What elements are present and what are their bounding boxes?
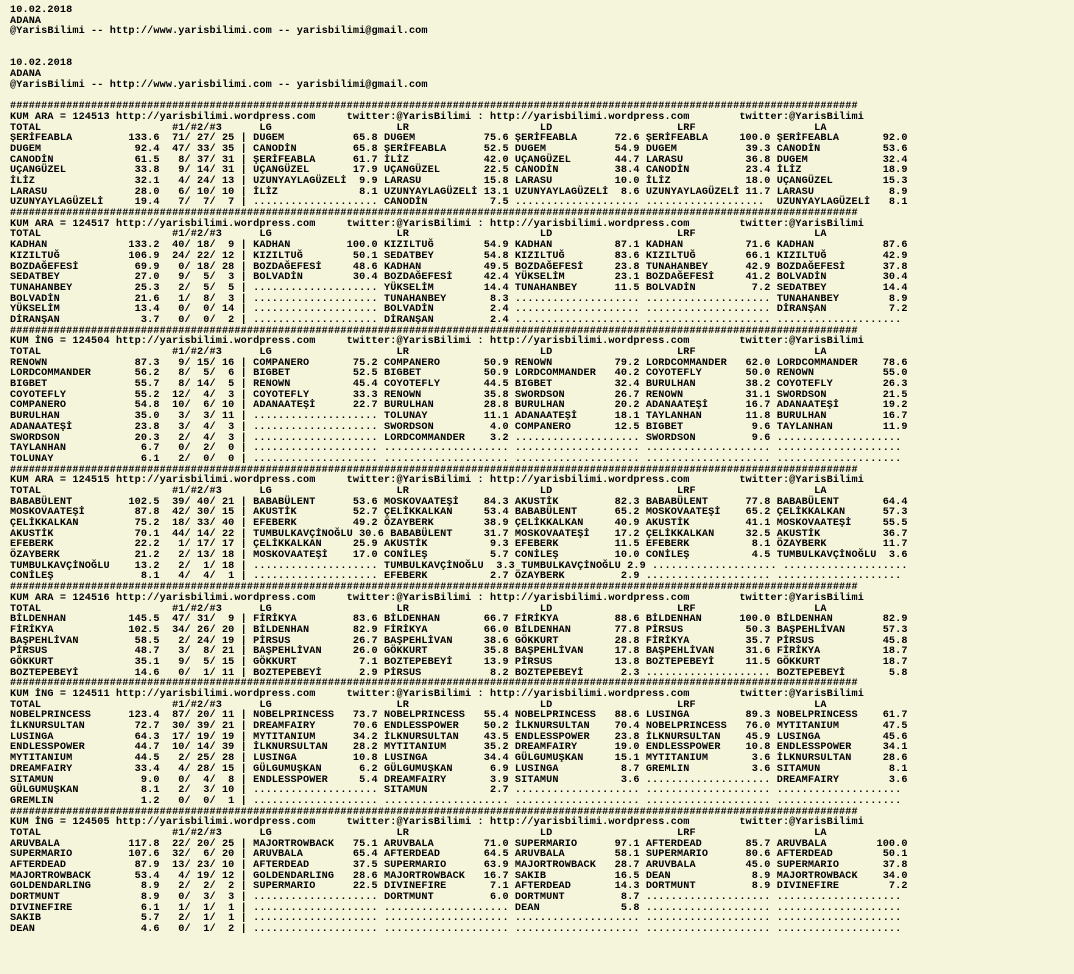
report-line: YÜKSELİM 13.4 0/ 0/ 14 | .................... BOLVADİN 2.4 .................... .................... DİRANŞAN 7.2 [10,304,908,316]
report-line: TUMBULKAVÇİNOĞLU 13.2 2/ 1/ 18 | .................... TUMBULKAVÇİNOĞLU 3.3 TUMBULKAVÇİNOĞLU 2.9 .................... .................... [10,560,908,572]
report-line: GÜLGUMUŞKAN 8.1 2/ 3/ 10 | .................... SITAMUN 2.7 .................... .................... .................... [10,785,902,797]
report-line: ######################################################################################################################################## [10,678,858,690]
report-line: ARUVBALA 117.8 22/ 20/ 25 | MAJORTROWBACK 75.1 ARUVBALA 71.0 SUPERMARIO 97.1 AFTERDEAD 85.7 ARUVBALA 100.0 [10,838,908,850]
report-line: SAKIB 5.7 2/ 1/ 1 | .................... .................... .................... .................... .................... [10,913,902,925]
report-line: ######################################################################################################################################## [10,806,858,818]
report-line: ######################################################################################################################################## [10,464,858,476]
report-line: FİRİKYA 102.5 34/ 26/ 20 | BİLDENHAN 82.9 FİRİKYA 66.0 BİLDENHAN 77.8 PİRSUS 50.3 BAŞPEHLİVAN 57.3 [10,624,908,636]
report-line: MAJORTROWBACK 53.4 4/ 19/ 12 | GOLDENDARLING 28.6 MAJORTROWBACK 16.7 SAKIB 16.5 DEAN 8.9 MAJORTROWBACK 34.0 [10,870,908,882]
report-line: AKUSTİK 70.1 44/ 14/ 22 | TUMBULKAVÇİNOĞLU 30.6 BABABÜLENT 31.7 MOSKOVAATEŞİ 17.2 ÇELİKKALKAN 32.5 AKUSTİK 36.7 [10,528,908,540]
report-line: ÖZAYBERK 21.2 2/ 13/ 18 | MOSKOVAATEŞİ 17.0 CONİLEŞ 5.7 CONİLEŞ 10.0 CONİLEŞ 4.5 TUMBULKAVÇİNOĞLU 3.6 [10,550,908,562]
report-line: COYOTEFLY 55.2 12/ 4/ 3 | COYOTEFLY 33.3 RENOWN 35.8 SWORDSON 26.7 RENOWN 31.1 SWORDSON 21.5 [10,389,908,401]
report-line: GÖKKURT 35.1 9/ 5/ 15 | GÖKKURT 7.1 BOZTEPEBEYİ 13.9 PİRSUS 13.8 BOZTEPEBEYİ 11.5 GÖKKURT 18.7 [10,656,908,668]
report-line: DUGEM 92.4 47/ 33/ 35 | CANODİN 65.8 ŞERİFEABLA 52.5 DUGEM 54.9 DUGEM 39.3 CANODİN 53.6 [10,143,908,155]
report-line: @YarisBilimi -- http://www.yarisbilimi.com -- yarisbilimi@gmail.com [10,26,428,38]
report-line: MYTITANIUM 44.5 2/ 25/ 28 | LUSINGA 10.8 LUSINGA 34.4 GÜLGUMUŞKAN 15.1 MYTITANIUM 3.6 İLKNURSULTAN 28.6 [10,753,908,765]
report-line: TUNAHANBEY 25.3 2/ 5/ 5 | .................... YÜKSELİM 14.4 TUNAHANBEY 11.5 BOLVADİN 7.2 SEDATBEY 14.4 [10,282,908,294]
report-line: EFEBERK 22.2 1/ 17/ 17 | ÇELİKKALKAN 25.9 AKUSTİK 9.3 EFEBERK 11.5 EFEBERK 8.1 ÖZAYBERK 11.7 [10,539,908,551]
report-line: PİRSUS 48.7 3/ 8/ 21 | BAŞPEHLİVAN 26.0 GÖKKURT 35.8 BAŞPEHLİVAN 17.8 BAŞPEHLİVAN 31.6 FİRİKYA 18.7 [10,646,908,658]
report-line: RENOWN 87.3 9/ 15/ 16 | COMPANERO 75.2 COMPANERO 50.9 RENOWN 79.2 LORDCOMMANDER 62.0 LORDCOMMANDER 78.6 [10,357,908,369]
report-line: BIGBET 55.7 8/ 14/ 5 | RENOWN 45.4 COYOTEFLY 44.5 BIGBET 32.4 BURULHAN 38.2 COYOTEFLY 26.3 [10,379,908,391]
report-line: DORTMUNT 8.9 0/ 3/ 3 | .................... DORTMUNT 6.0 DORTMUNT 8.7 .................... .................... [10,892,902,904]
report-line: KUM İNG = 124504 http://yarisbilimi.wordpress.com twitter:@YarisBilimi : http://yarisbilimi.wordpress.com twitter:@YarisBilimi [10,336,864,348]
report-line: GOLDENDARLING 8.9 2/ 2/ 2 | SUPERMARIO 22.5 DIVINEFIRE 7.1 AFTERDEAD 14.3 DORTMUNT 8.9 DIVINEFIRE 7.2 [10,881,908,893]
report-line: BOZDAĞEFESİ 69.9 0/ 18/ 28 | BOZDAĞEFESİ 48.6 KADHAN 49.5 BOZDAĞEFESİ 23.8 TUNAHANBEY 42.9 BOZDAĞEFESİ 37.8 [10,261,908,273]
report-line [10,38,1074,49]
report-line: NOBELPRINCESS 123.4 87/ 20/ 11 | NOBELPRINCESS 73.7 NOBELPRINCESS 55.4 NOBELPRINCESS 88.6 LUSINGA 89.3 NOBELPRINCESS 61.7 [10,710,908,722]
report-line: İLKNURSULTAN 72.7 30/ 39/ 21 | DREAMFAIRY 70.6 ENDLESSPOWER 50.2 İLKNURSULTAN 70.4 NOBELPRINCESS 76.0 MYTITANIUM 47.5 [10,721,908,733]
report-line: CANODİN 61.5 8/ 37/ 31 | ŞERİFEABLA 61.7 İLİZ 42.0 UÇANGÜZEL 44.7 LARASU 36.8 DUGEM 32.4 [10,154,908,166]
report-line: KADHAN 133.2 40/ 18/ 9 | KADHAN 100.0 KIZILTUĞ 54.9 KADHAN 87.1 KADHAN 71.6 KADHAN 87.6 [10,240,908,252]
report-line: KUM İNG = 124511 http://yarisbilimi.wordpress.com twitter:@YarisBilimi : http://yarisbilimi.wordpress.com twitter:@YarisBilimi [10,689,864,700]
report-line: MOSKOVAATEŞİ 87.8 42/ 30/ 15 | AKUSTİK 52.7 ÇELİKKALKAN 53.4 BABABÜLENT 65.2 MOSKOVAATEŞİ 65.2 ÇELİKKALKAN 57.3 [10,507,908,519]
report-line: @YarisBilimi -- http://www.yarisbilimi.com -- yarisbilimi@gmail.com [10,79,428,91]
report-line: BİLDENHAN 145.5 47/ 31/ 9 | FİRİKYA 83.6 BİLDENHAN 66.7 FİRİKYA 88.6 BİLDENHAN 100.0 BİLDENHAN 82.9 [10,614,908,626]
report-line [10,49,1074,60]
report-line: DREAMFAIRY 33.4 4/ 28/ 15 | GÜLGUMUŞKAN 6.2 GÜLGUMUŞKAN 6.9 LUSINGA 8.7 GREMLIN 3.6 SITAMUN 8.1 [10,763,908,775]
report-line: TOTAL #1/#2/#3 LG LR LD LRF LA [10,347,827,358]
report-line: 10.02.2018 [10,58,73,70]
report-line: ######################################################################################################################################## [10,325,858,337]
report-line: KIZILTUĞ 106.9 24/ 22/ 12 | KIZILTUĞ 50.1 SEDATBEY 54.8 KIZILTUĞ 83.6 KIZILTUĞ 66.1 KIZILTUĞ 42.9 [10,250,908,262]
report-line: LARASU 28.0 6/ 10/ 10 | İLİZ 8.1 UZUNYAYLAGÜZELİ 13.1 UZUNYAYLAGÜZELİ 8.6 UZUNYAYLAGÜZELİ 11.7 LARASU 8.9 [10,186,908,198]
report-line: LUSINGA 64.3 17/ 19/ 19 | MYTITANIUM 34.2 İLKNURSULTAN 43.5 ENDLESSPOWER 23.8 İLKNURSULTAN 45.9 LUSINGA 45.6 [10,731,908,743]
report-line: 10.02.2018 [10,5,73,16]
report-line: TAYLANHAN 6.7 0/ 2/ 0 | .................... .................... .................... .................... .................... [10,443,902,455]
report-line: ÇELİKKALKAN 75.2 18/ 33/ 40 | EFEBERK 49.2 ÖZAYBERK 38.9 ÇELİKKALKAN 40.9 AKUSTİK 41.1 MOSKOVAATEŞİ 55.5 [10,518,908,529]
report-line: TOTAL #1/#2/#3 LG LR LD LRF LA [10,485,827,497]
report-line: UZUNYAYLAGÜZELİ 19.4 7/ 7/ 7 | .................... CANODİN 7.5 .................... ................... UZUNYAYLAGÜZELİ 8.1 [10,197,908,209]
report-line: BOZTEPEBEYİ 14.6 0/ 1/ 11 | BOZTEPEBEYİ 2.9 PİRSUS 8.2 BOZTEPEBEYİ 2.3 .................... BOZTEPEBEYİ 5.8 [10,667,908,679]
report-line: AFTERDEAD 87.9 13/ 23/ 10 | AFTERDEAD 37.5 SUPERMARIO 63.9 MAJORTROWBACK 28.7 ARUVBALA 45.0 SUPERMARIO 37.8 [10,860,908,871]
report-line: BOLVADİN 21.6 1/ 8/ 3 | .................... TUNAHANBEY 8.3 .................... .................... TUNAHANBEY 8.9 [10,293,908,305]
report-line: ADANA [10,15,42,27]
report-line: GREMLIN 1.2 0/ 0/ 1 | .................... .................... .................... .................... .................... [10,795,902,807]
report-line: ######################################################################################################################################## [10,582,858,594]
report-line: ADANAATEŞİ 23.8 3/ 4/ 3 | .................... SWORDSON 4.0 COMPANERO 12.5 BIGBET 9.6 TAYLANHAN 11.9 [10,421,908,433]
report-line: ######################################################################################################################################## [10,101,858,113]
report-line: DİRANŞAN 3.7 0/ 0/ 2 | .................... DİRANŞAN 2.4 .................... .................... .................... [10,314,902,326]
report-line: SEDATBEY 27.0 9/ 5/ 3 | BOLVADİN 30.4 BOZDAĞEFESİ 42.4 YÜKSELİM 23.1 BOZDAĞEFESİ 41.2 BOLVADİN 30.4 [10,272,908,284]
report-line: BAŞPEHLİVAN 58.5 2/ 24/ 19 | PİRSUS 26.7 BAŞPEHLİVAN 38.6 GÖKKURT 28.8 FİRİKYA 35.7 PİRSUS 45.8 [10,635,908,647]
report-line: İLİZ 32.1 4/ 24/ 13 | UZUNYAYLAGÜZELİ 9.9 LARASU 15.8 LARASU 10.0 İLİZ 18.0 UÇANGÜZEL 15.3 [10,176,908,187]
report-line: KUM ARA = 124515 http://yarisbilimi.wordpress.com twitter:@YarisBilimi : http://yarisbilimi.wordpress.com twitter:@YarisBilimi [10,475,864,487]
report-line: COMPANERO 54.8 10/ 6/ 10 | ADANAATEŞİ 22.7 BURULHAN 28.8 BURULHAN 20.2 ADANAATEŞİ 16.7 ADANAATEŞİ 19.2 [10,400,908,412]
report-line: TOTAL #1/#2/#3 LG LR LD LRF LA [10,122,827,134]
report-line: DIVINEFIRE 6.1 1/ 1/ 1 | .................... .................... DEAN 5.8 .................... .................... [10,902,902,914]
report-line: ŞERİFEABLA 133.6 71/ 27/ 25 | DUGEM 65.8 DUGEM 75.6 ŞERİFEABLA 72.6 ŞERİFEABLA 100.0 ŞERİFEABLA 92.0 [10,133,908,145]
report-line: TOLUNAY 6.1 2/ 0/ 0 | .................... .................... .................... .................... .................... [10,453,902,465]
report-line: ######################################################################################################################################## [10,208,858,220]
report-line: DEAN 4.6 0/ 1/ 2 | .................... .................... .................... .................... .................... [10,924,902,936]
report-line: CONİLEŞ 8.1 4/ 4/ 1 | .................... EFEBERK 2.7 ÖZAYBERK 2.9 .................... .................... [10,571,902,583]
report-line: ADANA [10,69,42,81]
report-line: SUPERMARIO 107.6 32/ 6/ 20 | ARUVBALA 65.4 AFTERDEAD 64.5 ARUVBALA 58.1 SUPERMARIO 80.6 AFTERDEAD 50.1 [10,849,908,861]
report-line: TOTAL #1/#2/#3 LG LR LD LRF LA [10,229,827,241]
report-line: TOTAL #1/#2/#3 LG LR LD LRF LA [10,699,827,711]
report-line: LORDCOMMANDER 56.2 8/ 5/ 6 | BIGBET 52.5 BIGBET 50.9 LORDCOMMANDER 40.2 COYOTEFLY 50.0 RENOWN 55.0 [10,368,908,380]
report-line: KUM ARA = 124516 http://yarisbilimi.wordpress.com twitter:@YarisBilimi : http://yarisbilimi.wordpress.com twitter:@YarisBilimi [10,592,864,604]
report-line: TOTAL #1/#2/#3 LG LR LD LRF LA [10,603,827,615]
report-line: KUM ARA = 124513 http://yarisbilimi.wordpress.com twitter:@YarisBilimi : http://yarisbilimi.wordpress.com twitter:@YarisBilimi [10,111,864,123]
report-line: KUM İNG = 124505 http://yarisbilimi.wordpress.com twitter:@YarisBilimi : http://yarisbilimi.wordpress.com twitter:@YarisBilimi [10,817,864,829]
report-line: KUM ARA = 124517 http://yarisbilimi.wordpress.com twitter:@YarisBilimi : http://yarisbilimi.wordpress.com twitter:@YarisBilimi [10,218,864,230]
report-line: UÇANGÜZEL 33.8 9/ 14/ 31 | UÇANGÜZEL 17.9 UÇANGÜZEL 22.5 CANODİN 38.4 CANODİN 23.4 İLİZ 18.9 [10,165,908,177]
report-line: SWORDSON 20.3 2/ 4/ 3 | .................... LORDCOMMANDER 3.2 .................... SWORDSON 9.6 .................... [10,432,902,444]
report-line: ENDLESSPOWER 44.7 10/ 14/ 39 | İLKNURSULTAN 28.2 MYTITANIUM 35.2 DREAMFAIRY 19.0 ENDLESSPOWER 10.8 ENDLESSPOWER 34.1 [10,742,908,754]
report-line: SITAMUN 9.0 0/ 4/ 8 | ENDLESSPOWER 5.4 DREAMFAIRY 3.9 SITAMUN 3.6 .................... DREAMFAIRY 3.6 [10,774,908,786]
report-line: TOTAL #1/#2/#3 LG LR LD LRF LA [10,827,827,839]
report-line: BURULHAN 35.0 3/ 3/ 11 | .................... TOLUNAY 11.1 ADANAATEŞİ 18.1 TAYLANHAN 11.8 BURULHAN 16.7 [10,411,908,423]
report-line: BABABÜLENT 102.5 39/ 40/ 21 | BABABÜLENT 53.6 MOSKOVAATEŞİ 84.3 AKUSTİK 82.3 BABABÜLENT 77.8 BABABÜLENT 64.4 [10,496,908,508]
